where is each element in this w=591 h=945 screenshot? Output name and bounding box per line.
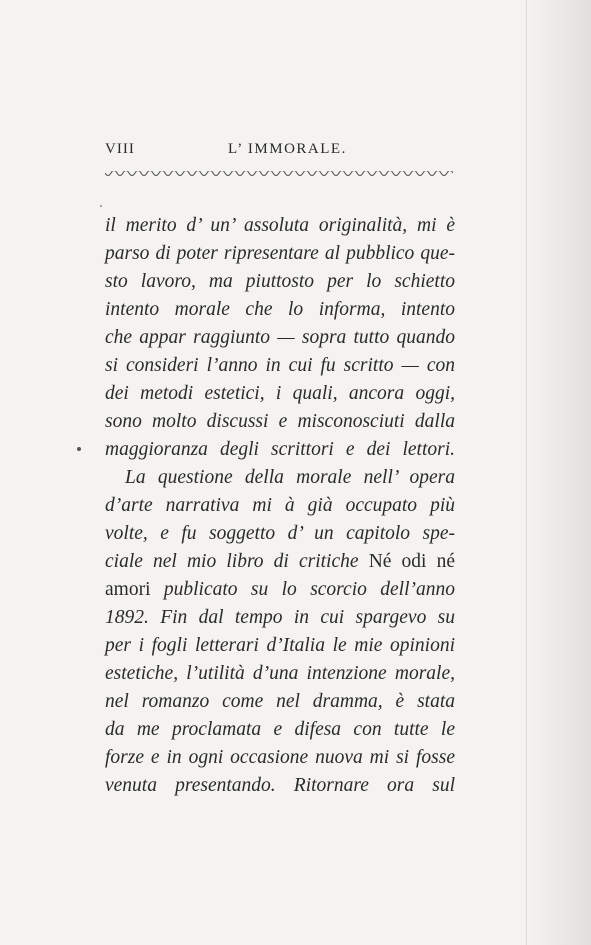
text-line: d’arte narrativa mi à già occupato più bbox=[105, 495, 455, 516]
text-line: per i fogli letterari d’Italia le mie opinioni bbox=[105, 635, 455, 656]
text-line: forze e in ogni occasione nuova mi si fosse bbox=[105, 747, 455, 768]
margin-mark bbox=[77, 447, 81, 451]
body-text bbox=[105, 212, 455, 800]
text-line: estetiche, l’utilità d’una intenzione morale, bbox=[105, 663, 455, 684]
text-segment: ciale nel mio libro di critiche bbox=[105, 551, 359, 572]
page-crease bbox=[526, 0, 527, 945]
text-line: La questione della morale nell’ opera bbox=[125, 467, 455, 488]
text-line: nel romanzo come nel dramma, è stata bbox=[105, 691, 455, 712]
text-line: 1892. Fin dal tempo in cui spargevo su bbox=[105, 607, 455, 628]
text-line-with-title bbox=[105, 576, 455, 604]
text-line: che appar raggiunto — sopra tutto quando bbox=[105, 327, 455, 348]
text-line: sto lavoro, ma piuttosto per lo schietto bbox=[105, 271, 455, 292]
text-line-with-title bbox=[105, 548, 455, 576]
page-number: VIII bbox=[105, 141, 135, 157]
speck bbox=[100, 205, 102, 207]
page-edge-shadow bbox=[525, 0, 591, 945]
text-line: volte, e fu soggetto d’ un capitolo spe- bbox=[105, 523, 455, 544]
ornamental-rule bbox=[105, 171, 453, 180]
text-line: parso di poter ripresentare al pubblico que- bbox=[105, 243, 455, 264]
text-line: il merito d’ un’ assoluta originalità, mi è bbox=[105, 215, 455, 236]
book-title: Né odi né bbox=[368, 551, 456, 572]
text-line: dei metodi estetici, i quali, ancora oggi, bbox=[105, 383, 455, 404]
text-line: da me proclamata e difesa con tutte le bbox=[105, 719, 455, 740]
text-line: si consideri l’anno in cui fu scritto — con bbox=[105, 355, 455, 376]
running-header bbox=[105, 141, 451, 165]
book-title-continued: amori bbox=[105, 579, 151, 600]
text-line: sono molto discussi e misconosciuti dalla bbox=[105, 411, 455, 432]
text-line: intento morale che lo informa, intento bbox=[105, 299, 455, 320]
text-segment: publicato su lo scorcio dell’anno bbox=[163, 579, 455, 600]
text-line: venuta presentando. Ritornare ora sul bbox=[105, 775, 455, 796]
text-line: maggioranza degli scrittori e dei lettori. bbox=[105, 439, 455, 460]
running-title: L’ IMMORALE. bbox=[228, 141, 347, 157]
